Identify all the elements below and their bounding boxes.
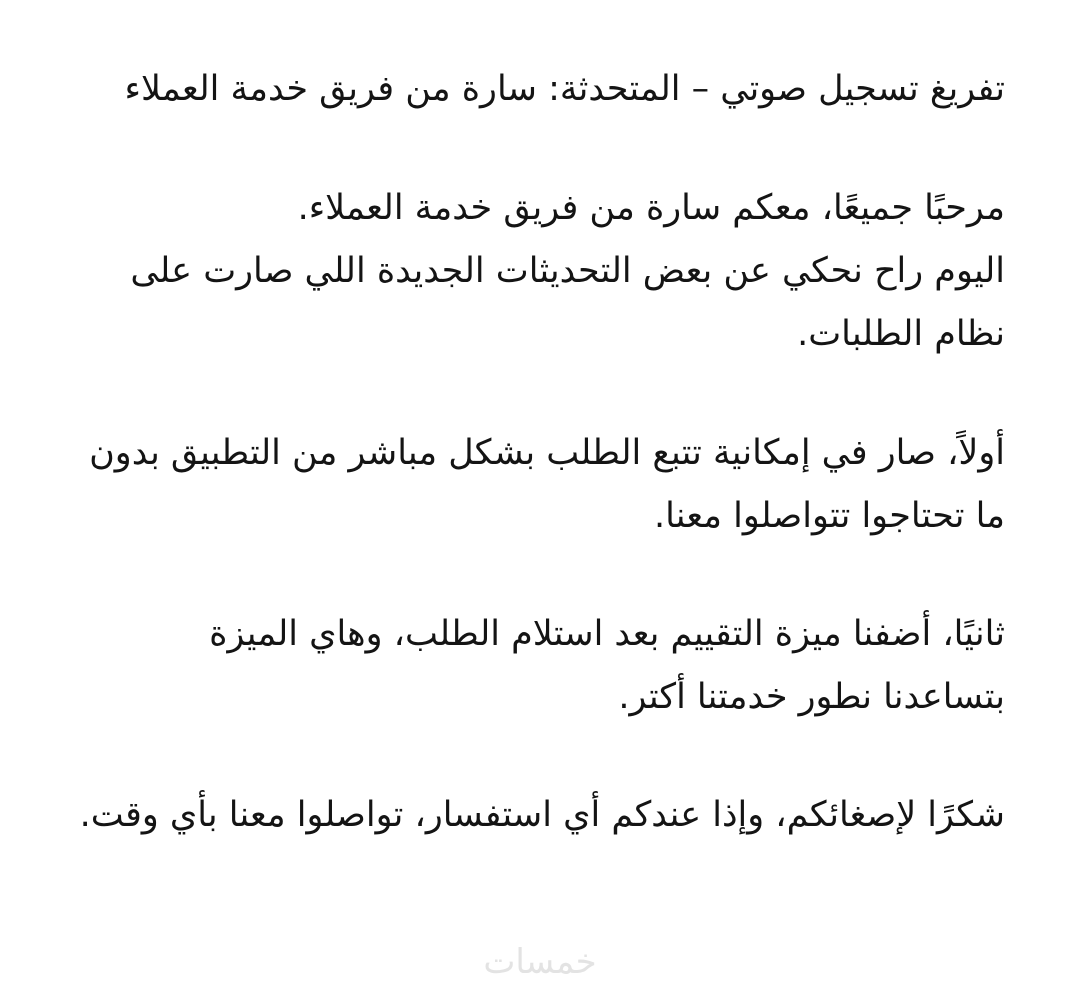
intro-line-continued: نظام الطلبات.: [797, 314, 1005, 354]
first-update-line: أولاً، صار في إمكانية تتبع الطلب بشكل مباشر من التطبيق بدون: [89, 433, 1005, 473]
closing-line: شكرًا لإصغائكم، وإذا عندكم أي استفسار، تواصلوا معنا بأي وقت.: [79, 795, 1005, 835]
watermark-logo: خمسات: [483, 942, 597, 982]
second-update-line: ثانيًا، أضفنا ميزة التقييم بعد استلام الطلب، وهاي الميزة: [209, 614, 1005, 654]
greeting-line: مرحبًا جميعًا، معكم سارة من فريق خدمة العملاء.: [297, 188, 1005, 228]
transcript-title: تفريغ تسجيل صوتي – المتحدثة: سارة من فريق خدمة العملاء: [124, 69, 1005, 109]
intro-line: اليوم راح نحكي عن بعض التحديثات الجديدة اللي صارت على: [130, 251, 1005, 291]
second-update-line-continued: بتساعدنا نطور خدمتنا أكتر.: [618, 677, 1005, 717]
first-update-line-continued: ما تحتاجوا تتواصلوا معنا.: [654, 496, 1005, 536]
